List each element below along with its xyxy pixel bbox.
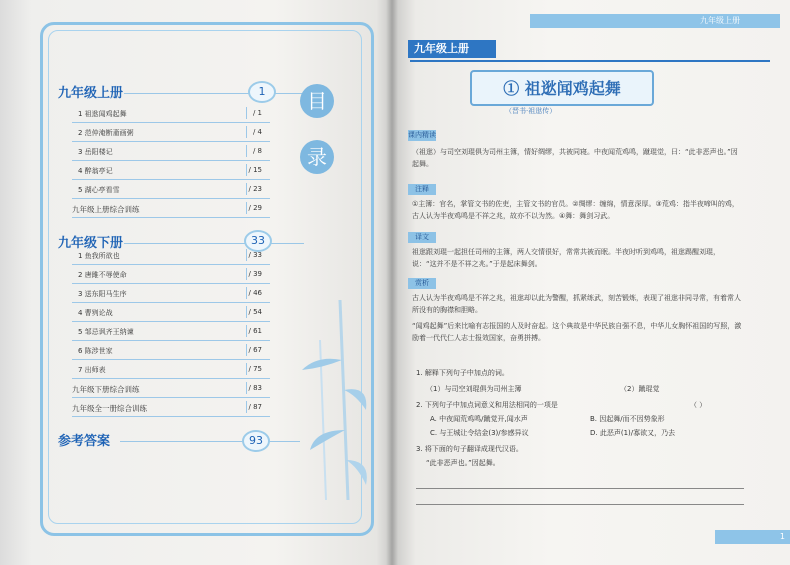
- question-2: 2. 下列句子中加点词意义和用法相同的一项是: [416, 401, 558, 409]
- grade-rule: [410, 60, 770, 62]
- section-badge: 93: [242, 430, 270, 452]
- toc-page: / 83: [248, 384, 262, 392]
- toc-row[interactable]: [72, 398, 270, 417]
- tag-translation: 译文: [408, 232, 436, 243]
- toc-row[interactable]: [72, 246, 270, 265]
- lesson-title: ① 祖逖闻鸡起舞: [503, 79, 621, 98]
- section-head-grade9-upper: [58, 82, 258, 102]
- question-3: 3. 将下面的句子翻译成现代汉语。: [416, 445, 523, 453]
- toc-label: 4 醉翁亭记: [78, 167, 113, 175]
- toc-page: / 15: [248, 166, 262, 174]
- mulu-char-1: 目: [300, 84, 334, 118]
- tag-appreciation: 赏析: [408, 278, 436, 289]
- option-a[interactable]: A. 中夜闻荒鸡鸣/蹴觉开,闻水声: [430, 415, 528, 423]
- left-page: [0, 0, 392, 565]
- original-text: （祖逖）与司空刘琨俱为司州主簿，情好绸缪，共被同寝。中夜闻荒鸡鸣，蹴琨觉，曰：“此非恶声也。”因起舞。: [412, 148, 738, 168]
- appreciation-text-1: 古人认为半夜鸡鸣是不祥之兆，祖逖却以此为警醒，抓紧练武，刻苦锻炼，表现了祖逖非同寻常，有着常人所没有的胸襟和胆略。: [412, 294, 741, 314]
- toc-page: / 4: [252, 128, 262, 136]
- toc-label: 6 陈涉世家: [78, 347, 113, 355]
- toc-page: / 23: [248, 185, 262, 193]
- section-title: 九年级下册: [58, 236, 124, 251]
- toc-label: 九年级下册综合训练: [72, 385, 140, 394]
- toc-label: 2 唐雎不辱使命: [78, 271, 127, 279]
- toc-row[interactable]: [72, 161, 270, 180]
- question-1b: （2）蹴琨觉: [620, 385, 660, 393]
- toc-page: / 46: [248, 289, 262, 297]
- toc-row[interactable]: [72, 341, 270, 360]
- toc-page: / 67: [248, 346, 262, 354]
- section-divider: [124, 243, 304, 244]
- toc-label: 5 湖心亭看雪: [78, 186, 120, 194]
- toc-label: 7 出师表: [78, 366, 106, 374]
- section-title: 参考答案: [58, 434, 111, 449]
- toc-label: 九年级全一册综合训练: [72, 404, 147, 413]
- option-b[interactable]: B. 因起舞/而不因势象形: [590, 415, 665, 423]
- toc-label: 九年级上册综合训练: [72, 205, 140, 214]
- toc-row[interactable]: [72, 322, 270, 341]
- toc-label: 3 岳阳楼记: [78, 148, 113, 156]
- tag-reading: 课内精读: [408, 131, 436, 139]
- toc-row[interactable]: [72, 142, 270, 161]
- header-tab-label: 九年级上册: [700, 16, 740, 25]
- toc-row[interactable]: [72, 360, 270, 379]
- question-1a: （1）与司空刘琨俱为司州主簿: [426, 385, 522, 393]
- section-badge: 33: [244, 230, 272, 252]
- option-d[interactable]: D. 此恶声(1)/寡欲又，乃去: [590, 429, 676, 437]
- tag-notes: 注释: [408, 184, 436, 195]
- answer-line[interactable]: [416, 488, 744, 489]
- section-title: 九年级上册: [58, 86, 124, 101]
- toc-page: / 87: [248, 403, 262, 411]
- toc-label: 1 鱼我所欲也: [78, 252, 120, 260]
- question-1: 1. 解释下列句子中加点的词。: [416, 369, 509, 377]
- toc-page: / 8: [252, 147, 262, 155]
- toc-row[interactable]: [72, 265, 270, 284]
- lesson-title-box: [470, 70, 654, 106]
- section-divider: [120, 441, 300, 442]
- toc-row[interactable]: [72, 303, 270, 322]
- toc-label: 5 邹忌讽齐王纳谏: [78, 328, 134, 336]
- toc-page: / 54: [248, 308, 262, 316]
- toc-page: / 39: [248, 270, 262, 278]
- option-c[interactable]: C. 与王城让令结金(3)/参感异议: [430, 429, 529, 437]
- grade-title: 九年级上册: [408, 40, 496, 58]
- mulu-char-2: 录: [300, 140, 334, 174]
- bamboo-illustration: [290, 300, 370, 500]
- page-number: 1: [715, 530, 790, 544]
- toc-list-upper: [72, 104, 270, 218]
- toc-page: / 29: [248, 204, 262, 212]
- toc-label: 4 曹刿论战: [78, 309, 113, 317]
- answer-bracket[interactable]: （ ）: [690, 401, 707, 409]
- toc-label: 3 送东阳马生序: [78, 290, 127, 298]
- toc-row[interactable]: [72, 379, 270, 398]
- toc-row[interactable]: [72, 104, 270, 123]
- toc-label: 1 祖逖闻鸡起舞: [78, 110, 127, 118]
- toc-row[interactable]: [72, 199, 270, 218]
- toc-page: / 75: [248, 365, 262, 373]
- toc-row[interactable]: [72, 284, 270, 303]
- appreciation-text-2: “闻鸡起舞”后来比喻有志报国的人及时奋起。这个典故是中华民族自强不息，中华儿女胸怀祖国的写照，激励着一代代仁人志士报效国家，奋勇拼搏。: [412, 322, 742, 342]
- translation-text: 祖逖跟刘琨一起担任司州的主簿，两人交情很好，常常共被而眠。半夜时听到鸡鸣，祖逖踢醒刘琨，说：“这并不是不祥之兆。”于是起床舞剑。: [412, 248, 720, 268]
- toc-page: / 1: [252, 109, 262, 117]
- header-band: [530, 14, 780, 28]
- book-gutter: [386, 0, 398, 565]
- toc-page: / 33: [248, 251, 262, 259]
- answer-line[interactable]: [416, 504, 744, 505]
- section-head-answers: [58, 430, 258, 450]
- lesson-source: （晋书·祖逖传）: [505, 107, 557, 115]
- section-divider: [124, 93, 304, 94]
- toc-row[interactable]: [72, 123, 270, 142]
- toc-list-lower: [72, 246, 270, 417]
- section-badge: 1: [248, 81, 276, 103]
- question-3a: “此非恶声也。”因起舞。: [426, 459, 500, 467]
- toc-label: 2 范仲淹断齑画粥: [78, 129, 134, 137]
- toc-page: / 61: [248, 327, 262, 335]
- toc-row[interactable]: [72, 180, 270, 199]
- notes-text: ①主簿：官名，掌管文书的佐吏，主管文书的官员。②绸缪：缠绵，情意深厚。③荒鸡：指半夜啼叫的鸡，古人认为半夜鸡鸣是不祥之兆，故亦不以为然。④舞：舞剑习武。: [412, 200, 739, 220]
